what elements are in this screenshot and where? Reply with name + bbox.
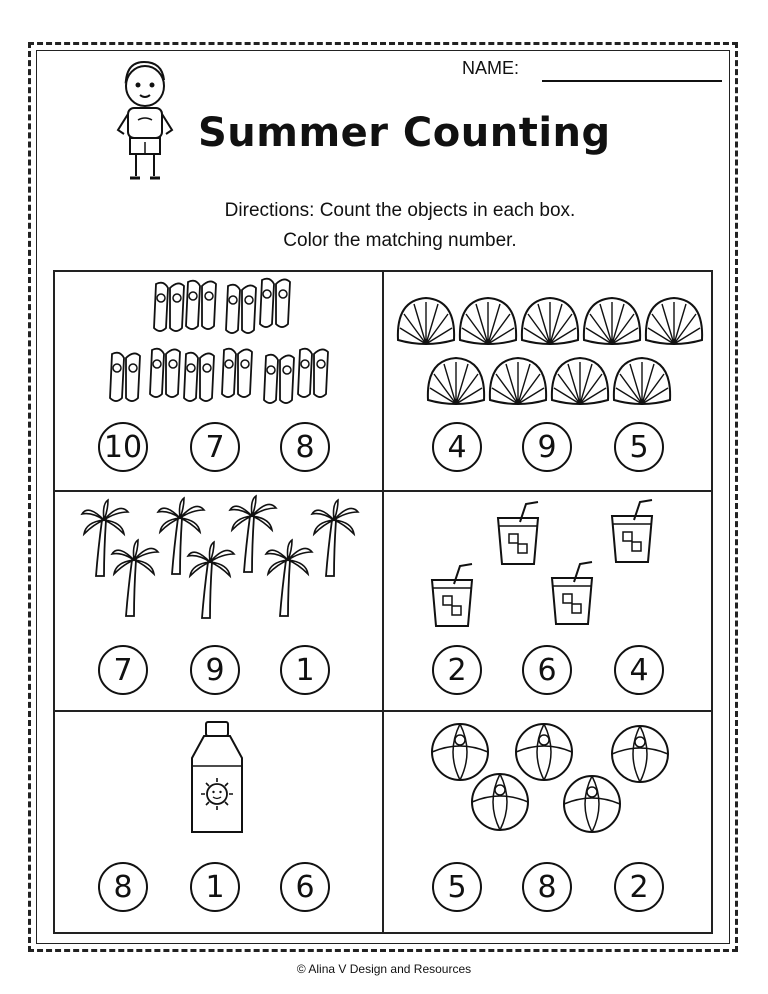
name-field[interactable] [542, 80, 722, 82]
choice-circle[interactable]: 1 [280, 645, 330, 695]
directions-line-2: Color the matching number. [283, 230, 517, 251]
choice-circle[interactable]: 2 [432, 645, 482, 695]
choice-circle[interactable]: 5 [614, 422, 664, 472]
choice-circle[interactable]: 6 [522, 645, 572, 695]
grid-divider-row-1 [53, 490, 713, 492]
directions [130, 196, 670, 256]
choice-circle[interactable]: 7 [190, 422, 240, 472]
choice-circle[interactable]: 6 [280, 862, 330, 912]
directions-line-1: Directions: Count the objects in each box. [224, 200, 576, 221]
choice-circle[interactable]: 1 [190, 862, 240, 912]
drinks-group [420, 494, 690, 634]
beach-balls-group [410, 718, 700, 838]
flip-flops-group [100, 276, 340, 416]
boy-illustration [98, 58, 190, 186]
palm-trees-group [76, 496, 366, 616]
choice-circle[interactable]: 9 [190, 645, 240, 695]
grid-divider-row-2 [53, 710, 713, 712]
choice-circle[interactable]: 2 [614, 862, 664, 912]
choice-circle[interactable]: 7 [98, 645, 148, 695]
choice-circle[interactable]: 4 [614, 645, 664, 695]
seashells-group [392, 290, 702, 410]
choice-circle[interactable]: 8 [522, 862, 572, 912]
choice-circle[interactable]: 9 [522, 422, 572, 472]
grid-divider-vertical [382, 270, 384, 934]
choice-circle[interactable]: 10 [98, 422, 148, 472]
sunscreen-bottle [186, 720, 250, 840]
choice-circle[interactable]: 8 [280, 422, 330, 472]
choice-circle[interactable]: 8 [98, 862, 148, 912]
choice-circle[interactable]: 4 [432, 422, 482, 472]
page-title: Summer Counting [198, 110, 611, 156]
copyright-footer: © Alina V Design and Resources [296, 962, 472, 976]
choice-circle[interactable]: 5 [432, 862, 482, 912]
name-label: NAME: [462, 58, 520, 78]
